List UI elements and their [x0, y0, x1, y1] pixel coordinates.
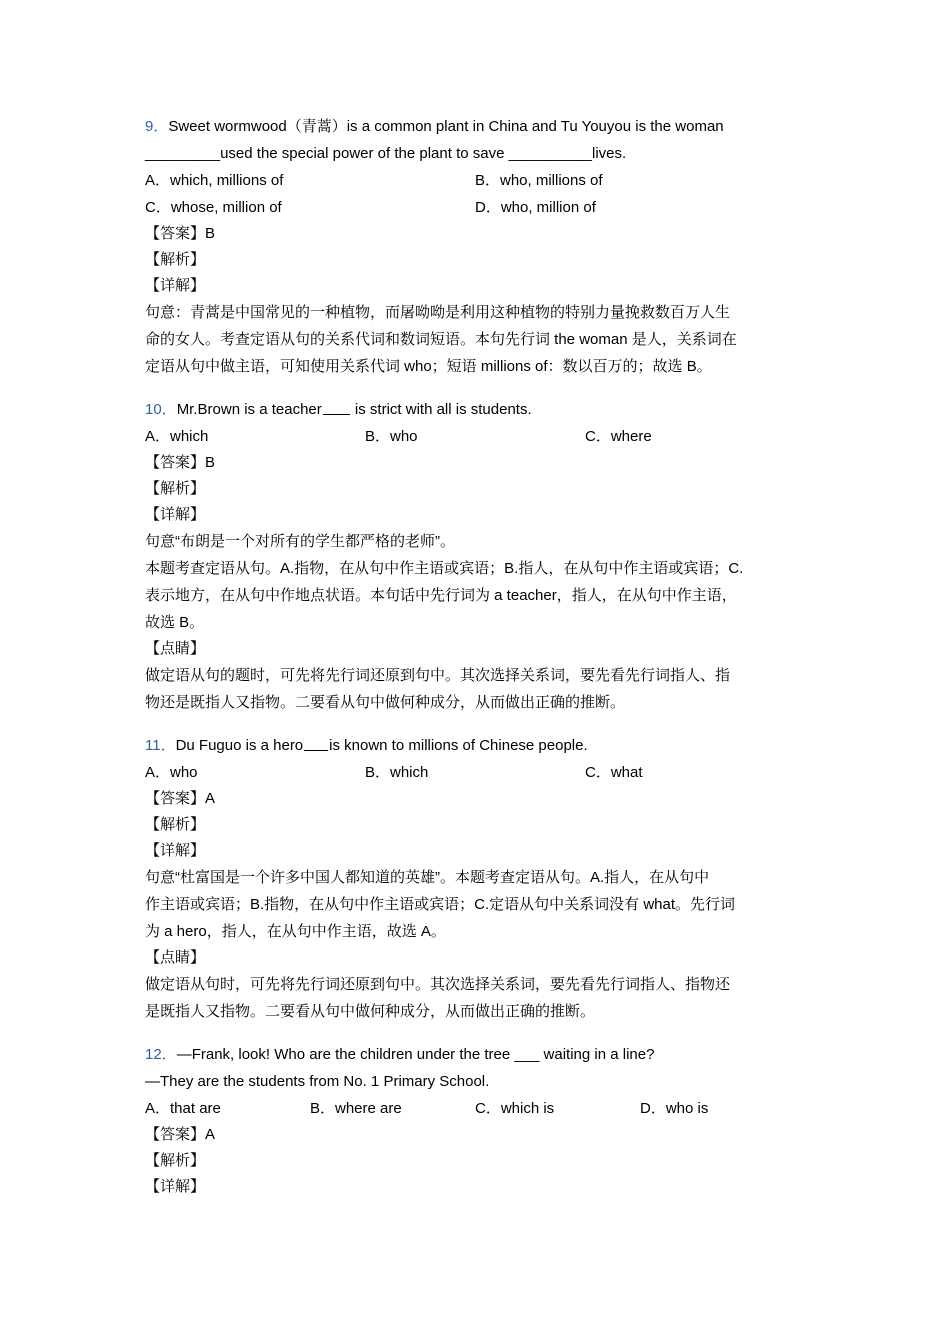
tip-label: 【点睛】	[145, 640, 206, 657]
explanation-line: 句意“布朗是一个对所有的学生都严格的老师”。	[145, 533, 455, 550]
explanation-line: 为 a hero，指人，在从句中作主语，故选 A。	[145, 923, 446, 940]
tip-line: 做定语从句的题时，可先将先行词还原到句中。其次选择关系词，要先看先行词指人、指	[145, 667, 731, 684]
explanation-line: 作主语或宾语；B.指物，在从句中作主语或宾语；C.定语从句中关系词没有 what。先行词	[145, 896, 736, 913]
question-stem	[145, 113, 810, 140]
analysis-label: 【解析】	[145, 251, 206, 268]
question-text: Sweet wormwood（青蒿）is a common plant in China and Tu Youyou is the woman	[168, 118, 724, 135]
question-10	[145, 396, 810, 716]
explanation-line: 本题考查定语从句。A.指物，在从句中作主语或宾语；B.指人，在从句中作主语或宾语；C.	[145, 560, 744, 577]
question-9	[145, 113, 810, 380]
option-b[interactable]: B．who	[365, 428, 418, 445]
explanation-line: 命的女人。考查定语从句的关系代词和数词短语。本句先行词 the woman 是人，关系词在	[145, 331, 737, 348]
question-text: —Frank, look! Who are the children under the tree ___ waiting in a line?	[176, 1046, 655, 1063]
answer-label: 【答案】B	[145, 454, 216, 471]
analysis-label: 【解析】	[145, 1152, 206, 1169]
question-text-before: Du Fuguo is a hero	[175, 737, 304, 754]
explanation-line: 句意“杜富国是一个许多中国人都知道的英雄”。本题考查定语从句。A.指人，在从句中	[145, 869, 710, 886]
option-a[interactable]: A．which, millions of	[145, 172, 284, 189]
option-b[interactable]: B．which	[365, 764, 429, 781]
detail-label: 【详解】	[145, 842, 206, 859]
option-a[interactable]: A．that are	[145, 1100, 221, 1117]
question-text-continued: —They are the students from No. 1 Primary School.	[145, 1073, 490, 1090]
question-number: 10．	[145, 401, 177, 418]
option-a[interactable]: A．who	[145, 764, 198, 781]
options-row	[145, 194, 810, 221]
question-stem	[145, 732, 810, 759]
answer-blank[interactable]	[304, 736, 328, 751]
options-row	[145, 167, 810, 194]
explanation-line: 定语从句中做主语，可知使用关系代词 who；短语 millions of：数以百万的；故选 B。	[145, 358, 712, 375]
analysis-label: 【解析】	[145, 480, 206, 497]
options-row	[145, 759, 810, 786]
option-c[interactable]: C．whose, million of	[145, 199, 282, 216]
answer-blank[interactable]	[323, 400, 350, 415]
question-number: 11．	[145, 737, 176, 754]
question-text-continued: _________used the special power of the plant to save __________lives.	[145, 145, 627, 162]
options-row	[145, 1095, 810, 1122]
question-number: 9．	[145, 118, 169, 135]
question-11	[145, 732, 810, 1025]
options-row	[145, 423, 810, 450]
question-text-after: is known to millions of Chinese people.	[329, 737, 588, 754]
tip-line: 物还是既指人又指物。二要看从句中做何种成分，从而做出正确的推断。	[145, 694, 626, 711]
detail-label: 【详解】	[145, 277, 206, 294]
option-c[interactable]: C．what	[585, 764, 643, 781]
document-page	[145, 113, 810, 1200]
explanation-line: 句意：青蒿是中国常见的一种植物，而屠呦呦是利用这种植物的特别力量挽救数百万人生	[145, 304, 731, 321]
tip-label: 【点睛】	[145, 949, 206, 966]
question-text-after: is strict with all is students.	[350, 401, 532, 418]
answer-label: 【答案】A	[145, 1126, 216, 1143]
question-number: 12．	[145, 1046, 177, 1063]
question-text-before: Mr.Brown is a teacher	[176, 401, 322, 418]
tip-line: 是既指人又指物。二要看从句中做何种成分，从而做出正确的推断。	[145, 1003, 596, 1020]
option-b[interactable]: B．where are	[310, 1100, 402, 1117]
option-b[interactable]: B．who, millions of	[475, 172, 603, 189]
option-c[interactable]: C．which is	[475, 1100, 555, 1117]
question-stem	[145, 1041, 810, 1068]
question-12	[145, 1041, 810, 1200]
option-a[interactable]: A．which	[145, 428, 209, 445]
question-stem	[145, 396, 810, 423]
explanation-line: 表示地方，在从句中作地点状语。本句话中先行词为 a teacher，指人，在从句中作主语，	[145, 587, 737, 604]
detail-label: 【详解】	[145, 1178, 206, 1195]
explanation-line: 故选 B。	[145, 614, 205, 631]
explanation	[145, 299, 810, 380]
tip-line: 做定语从句时，可先将先行词还原到句中。其次选择关系词，要先看先行词指人、指物还	[145, 976, 731, 993]
option-d[interactable]: D．who is	[640, 1100, 709, 1117]
answer-label: 【答案】A	[145, 790, 216, 807]
option-c[interactable]: C．where	[585, 428, 652, 445]
detail-label: 【详解】	[145, 506, 206, 523]
analysis-label: 【解析】	[145, 816, 206, 833]
option-d[interactable]: D．who, million of	[475, 199, 596, 216]
answer-label: 【答案】B	[145, 225, 216, 242]
